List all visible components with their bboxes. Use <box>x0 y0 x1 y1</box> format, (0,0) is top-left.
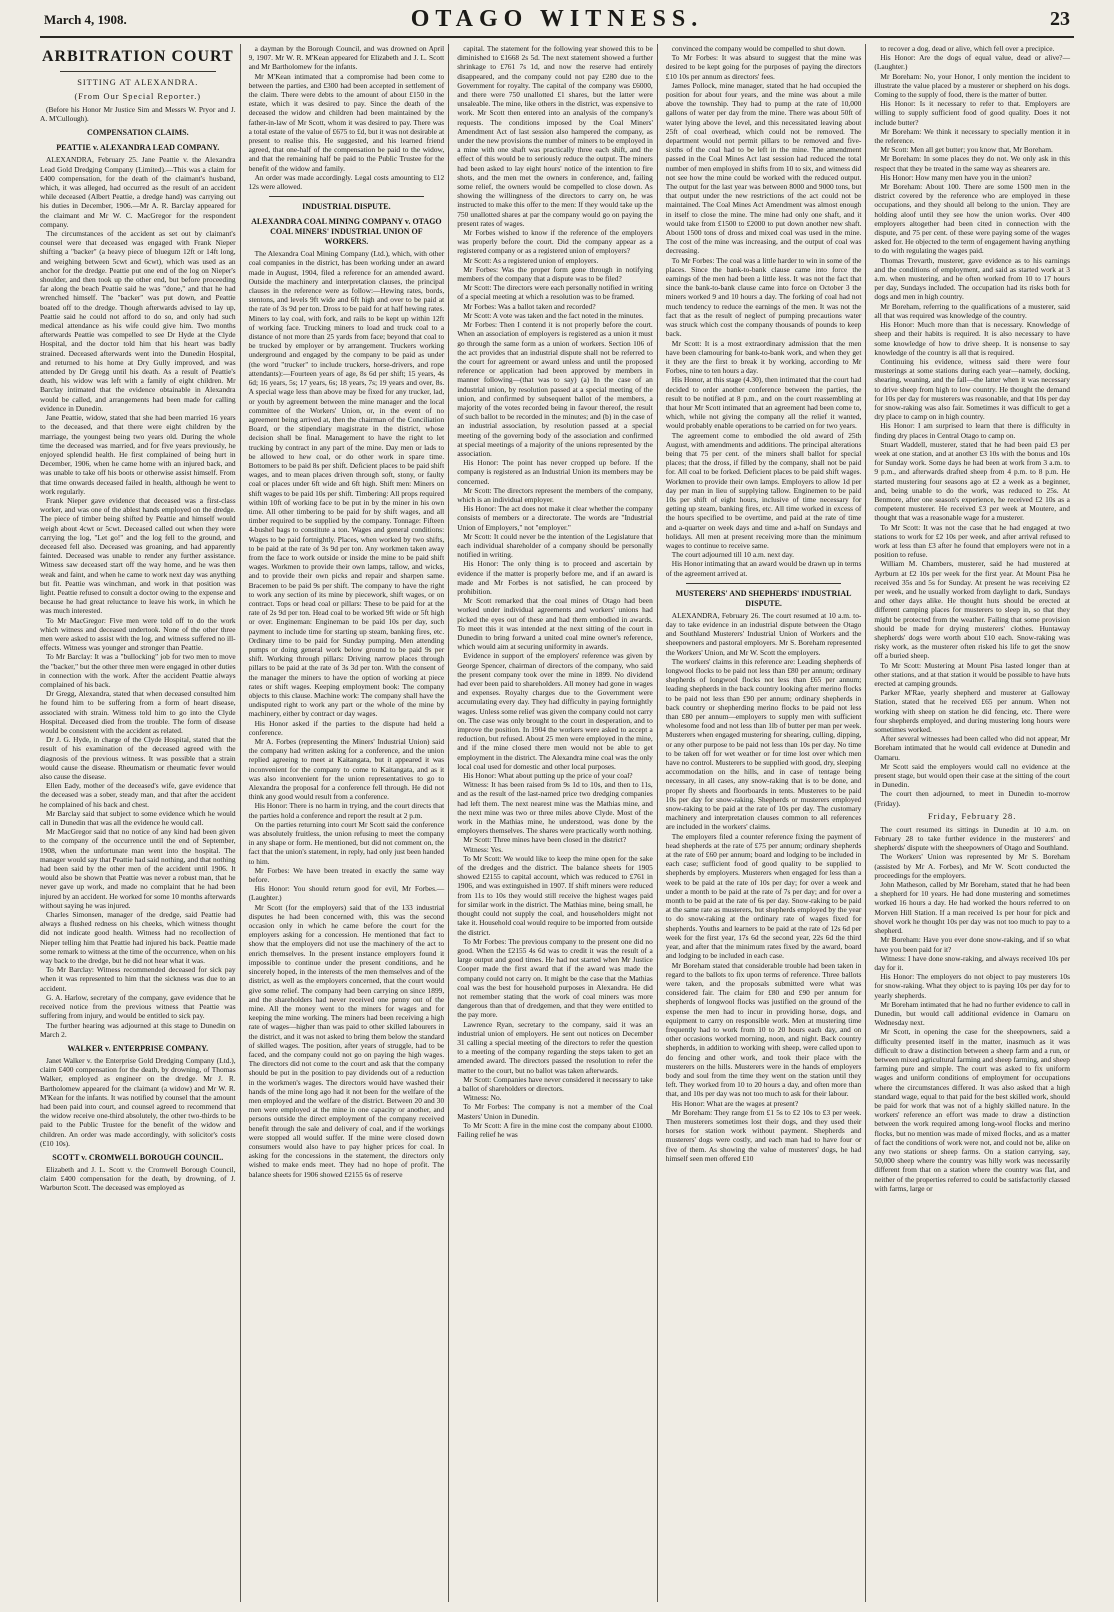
paragraph: His Honor: Much more than that is necessary. Knowledge of sheep and their habits is required. It is also necessary to have some knowledge of how to drive sheep. It is nonsense to say knowledge of the country is all that is required. <box>874 320 1070 357</box>
paragraph: Mr Scott: Men all get butter; you know that, Mr Boreham. <box>880 145 1053 155</box>
paragraph: His Honor intimating that an award would be drawn up in terms of the agreement arrived at. <box>665 559 862 578</box>
paragraph: Mr Boreham, referring to the qualifications of a musterer, said all that was required was knowledge of the country. <box>874 301 1070 320</box>
paragraph: To Mr Barclay: Witness recommended deceased for sick pay when it was represented to him that the sickness was due to an accident. <box>40 965 236 993</box>
paragraph: Mr Barclay said that subject to some evidence which he would call in Dunedin that was all the evidence he would call. <box>40 808 236 828</box>
paragraph: The Workers' Union was represented by Mr S. Boreham (assisted by Mr A. Forbes), and Mr W. Scott conducted the proceedings for the employers. <box>874 852 1070 880</box>
paragraph: James Pollock, mine manager, stated that he had occupied the position for about four years, and the mine was about a mile above the township. They had to pump at the rate of 10,000 gallons of water per day from the mine. There was about 50ft of water lying above the level, and this necessitated leaving about 25ft of coal overhead, which could not be removed. The department would not permit pillars to be removed and five-sixths of the coal had to be left in the mine. The amendment passed in the Coal Mines Act last session had reduced the total number of men employed in shifts from 10 to six, and witness did not see how the mine could be worked with the reduced output. The output for the last year was between 8000 and 9000 tons, but that output under the new restrictions of the act could not be maintained. The Coal Mines Act Amendment was almost enough in itself to close the mine. The mine had only one shaft, and it would take from £1500 to £2000 to put down another new shaft. About 1500 tons of dross and mixed coal was used in the mine. The cost of the mine was increasing, and the output of coal was decreasing. <box>665 80 862 256</box>
paragraph: Mr Forbes wished to know if the reference of the employers was properly before the court. Did the company appear as a registered company or as a registered union of employers? <box>457 228 653 256</box>
paragraph: Mr Boreham: They range from £1 5s to £2 10s to £3 per week. Then musterers sometimes lost their dogs, and they used their horses for station work without payment. Shepherds and musterers' dogs were costly, and each man had to have four or five of them. As showing the value of musterers' dogs, he had himself seen men offered £10 <box>665 1107 862 1163</box>
paragraph: His Honor: Are the dogs of equal value, dead or alive?—(Laughter.) <box>874 53 1070 72</box>
paragraph: The court adjourned till 10 a.m. next day. <box>671 550 795 560</box>
paragraph: His Honor: The point has never cropped up before. If the company is registered as an Industrial Union its members may be concerned. <box>457 458 653 486</box>
paragraph: (Before his Honor Mr Justice Sim and Messrs W. Pryor and J. A. M'Cullough). <box>40 105 236 124</box>
paragraph: The circumstances of the accident as set out by claimant's counsel were that deceased was engaged with Frank Nieper shifting a "backer" (a heavy piece of bluegum 12ft or 14ft long, and weighing between 5cwt and 6cwt), which was used as an anchor for the dredge. Peattie put one end of the log on Nieper's shoulder, and then took up the other end, but before proceeding far along the beach Peattie said he was "done," and that he had wrenched himself. The "backer" was put down, and Peattie boated off to the dredge. Though afterwards advised to lay up, Peattie said he could not afford to do so, and only had such medical attendance as his wife could give him. Two months afterwards Peattie was compelled to see Dr Hyde at the Clyde Hospital, and the doctor told him that his heart was badly strained. Deceased afterwards went into the Dunedin Hospital, and returned to his home at Dry Gully improved, and was attended by Dr Gregg until his death. As a result of Peattie's death, his widow was left with a family of eight children. Mr Barclay intimated that the evidence obtainable in Alexandra would be called, and arrangements had been made for calling evidence in Dunedin. <box>40 229 236 413</box>
paragraph: Evidence in support of the employers' reference was given by George Spencer, chairman of directors of the company, who said the present company took over the mine in 1899. No dividend had ever been paid to shareholders. All money had gone in wages and expenses. Royalty charges due to the Government were accumulating every day. They had difficulty in paying fortnightly wages. Unless some relief was given the company could not carry on. The case was only brought to the court in desperation, and to improve the position. In 1904 the workers were asked to accept a reduction, but refused. About 25 men were employed in the mine, and if the mine closed there men would not be able to get employment in the district. The Alexandra mine coal was the only local coal used for domestic and other local purposes. <box>457 651 653 771</box>
paragraph: The further hearing was adjourned at this stage to Dunedin on March 2. <box>40 1020 236 1039</box>
paragraph: Mr Boreham: About 100. There are some 1500 men in the district covered by the reference who are employed in these occupations, and they should all belong to the union. They are holding aloof until they see how the union works. Over 400 employers altogether had been cited in connection with the dispute, and 75 per cent. of these were paying some of the wages asked for. He objected to the term of engagement having anything to do with regulating the wages paid. <box>874 182 1070 256</box>
paragraph: a dayman by the Borough Council, and was drowned on April 9, 1907. Mr W. R. M'Kean appeared for Elizabeth and J. L. Scott and Mr Bartholomew for the infants. <box>248 44 445 72</box>
issue-date: March 4, 1908. <box>44 12 127 27</box>
paragraph: Mr Scott: As a registered union of employers. <box>463 255 599 265</box>
paragraph: Mr Scott (for the employers) said that of the 133 industrial disputes he had been concerned with, this was the second occasion only in which he came before the court for the employers asking for a concession. He mentioned that fact to show that the employers did not use the machinery of the act to enrich themselves. In the present instance employers found it impossible to continue under the present conditions, and he sincerely hoped, in the interests of the men themselves and of the district, as well as the employers concerned, that the court would give some relief. The company had been carrying on since 1899, and the shareholders had never received one penny out of the mine. All the money went to the miners for wages and for keeping the mine working. The miners had been receiving a high rate of wages—higher than was paid to other skilled labourers in the district, and it was not asked to bring them below the standard of skilled wages. The position, after years of struggle, had to be faced, and the company could not go on paying the high wages. The directors did not come to the court and ask that the company should be put in the position to pay dividends out of a reduction in the workmen's wages. The directors would have washed their hands of the mine long ago had it not been for the welfare of the men employed and the welfare of the district. Between 20 and 30 men were employed at the mine in one capacity or another, and persons outside the direct employment of the company received benefit through the sale and delivery of coal, and if the workings were stopped all would suffer. If the mine were closed down consumers would also have to pay higher prices for coal. In asking for the concessions in the statement, the directors only wished to make ends meet. They had no hope of profit. The balance sheets for 1906 showed £2155 6s of reserve <box>248 902 445 1179</box>
case-title: ALEXANDRA COAL MINING COMPANY v. OTAGO COAL MINERS' INDUSTRIAL UNION OF WORKERS. <box>251 217 442 247</box>
paragraph: Mr Boreham: Have you ever done snow-raking, and if so what have you been paid for it? <box>874 935 1070 954</box>
paragraph: Ellen Eady, mother of the deceased's wife, gave evidence that the deceased was a sober, steady man, and that after the accident he complained of his back and chest. <box>40 781 236 809</box>
paragraph: Dr Gregg, Alexandra, stated that when deceased consulted him he found him to be suffering from a form of heart disease, associated with strain. Witness told him to go into the Clyde Hospital. Deceased died from the trouble. The form of disease would be consistent with the accident as related. <box>40 689 236 735</box>
paragraph: The court resumed its sittings in Dunedin at 10 a.m. on February 28 to take further evidence in the musterers' and shepherds' dispute with the sheepowners of Otago and Southland. <box>874 824 1070 853</box>
paragraph: Mr Scott said the employers would call no evidence at the present stage, but would open their case at the sitting of the court in Dunedin. <box>874 761 1070 790</box>
paragraph: Mr MacGregor said that no notice of any kind had been given to the company of the occurrence until the end of September, 1908, when the unfortunate man went into the hospital. The manager would say that Peattie had said nothing, and that nothing had been said by the other men of the accident until 1906. It would also be shown that Peattie was never a robust man, that he never gave up work, and made no complaint that he had been injured by an accident. He worked for some 10 months afterwards without saying he was injured. <box>40 827 236 910</box>
paragraph: Mr Scott: Three mines have been closed in the district? <box>463 835 627 845</box>
paragraph: to recover a dog, dead or alive, which fell over a precipice. <box>880 44 1055 53</box>
section-title: COMPENSATION CLAIMS. <box>86 128 189 138</box>
case-title: SCOTT v. CROMWELL BOROUGH COUNCIL. <box>52 1152 224 1162</box>
paragraph: Witness: I have done snow-raking, and always received 10s per day for it. <box>874 953 1070 972</box>
paragraph: Mr Boreham: We think it necessary to specially mention it in the reference. <box>874 126 1070 146</box>
paragraph: After several witnesses had been called who did not appear, Mr Boreham intimated that he would call evidence at Dunedin and Oamaru. <box>874 734 1070 762</box>
paragraph: Mr Boreham stated that considerable trouble had been taken in regard to the ballots to fix upon terms of reference. Three ballots were taken, and the proposals submitted were what was considered fair. The claim for £80 and £90 per annum for shepherds of longwool flocks was justified on the ground of the expense the men had to incur in providing horse, dogs, and equipment to carry on responsible work. Men at mustering time frequently had to work from 10 to 20 hours each day, and on other occasions worked morning, noon, and night. Back country shepherds, in addition to working with sheep, were called upon to do fencing and other work, and took their place with the musterers on the hills. Musterers were in the hands of employers body and soul from the time they went on the station until they left. They worked from 10 to 20 hours a day, and often more than that, and 10s per day was not too much to ask for their labour. <box>665 960 862 1099</box>
divider <box>60 71 216 72</box>
paragraph: His Honor: The employers do not object to pay musterers 10s for snow-raking. What they object to is paying 10s per day for to yearly shepherds. <box>874 972 1070 1000</box>
paragraph: The workers' claims in this reference are: Leading shepherds of longwool flocks to be paid not less than £80 per annum; ordinary shepherds of longwool flocks not less than £65 per annum; leading shepherds in the back country looking after merino flocks to be paid not less than £90 per annum; ordinary shepherds in back country or shepherding merino flocks to be paid not less than £80 per annum—employers to supply men with sufficient wholesome food and not less than 1lb of butter per man per week. Musterers when engaged mustering for shearing, culling, dipping, or any other purpose to be paid not less than 10s per day. No time to be taken off for wet weather or for time lost over which men have no control. Musterers to be supplied with good, dry, sleeping accommodation on the hills, and in case of tentage being necessary, in all cases, any snow-raking that is to be done, and proper fly sheets and floorboards in tents. Musterers to be paid 10s per day for snow-raking. Shepherds or musterers employed snow-raking to be paid at the rate of 10s per day. The customary machinery and interpretation clauses common to all references are included in the workers' claims. <box>665 656 862 832</box>
column-1 <box>40 44 241 1602</box>
article-columns <box>40 44 1074 1602</box>
divider <box>269 196 425 197</box>
paragraph: Mr Scott remarked that the coal mines of Otago had been worked under individual agreements and workers' unions had picked the eyes out of these and had them embodied in awards. To meet this it was intended at the next sitting of the court in Dunedin to bring forward a united coal mine owner's reference, which would aim at securing uniformity in awards. <box>457 596 653 652</box>
paragraph: His Honor: The act does not make it clear whether the company consists of members or a directorate. The words are "Industrial Union of Employers," not "employer." <box>457 504 653 532</box>
newspaper-title: OTAGO WITNESS. <box>410 6 704 32</box>
case-title: WALKER v. ENTERPRISE COMPANY. <box>67 1043 209 1053</box>
paragraph: His Honor: What are the wages at present? <box>671 1098 799 1108</box>
paragraph: Mr Scott, in opening the case for the sheepowners, said a difficulty presented itself in the matter, inasmuch as it was difficult to draw a distinction between a sheep farm and a run, or between mixed agricultural farming and sheep farming, and sheep farming pure and simple. The court was asked to fix uniform wages and uniform conditions of employment for occupations where the circumstances differed. It was also asked that a high standard wage, equal to that paid for the best skilled work, should be paid for work that was not of a highly skilled nature. In the workers' reference an effort was made to draw a distinction between the work required among long-wool flocks and merino flocks, but no mention was made of mixed flocks, and as a matter of fact the conditions of work were not, and could not be, alike on any two stations or sheep farms. On a station carrying, say, 50,000 sheep where the country was hilly work was necessarily different from that on a station where the country was flat, and neither of the properties referred to could be satisfactorily classed with farms, large or <box>874 1027 1070 1193</box>
paragraph: To Mr Forbes: The previous company to the present one did no good. When the £2155 4s 6d was to credit it was the result of a large output and good times. He had not started when Mr Justice Cooper made the first award that if the award was made the company could not carry on. It might be the case that the Mathias coal was the best for household purposes in Alexandra. He did not remember stating that the work of coal miners was more dangerous than that of dredgemen, and that they were entitled to the pay more. <box>457 936 653 1020</box>
paragraph: His Honor: You should return good for evil, Mr Forbes.—(Laughter.) <box>248 884 445 903</box>
paragraph: Mr Scott: A vote was taken and the fact noted in the minutes. <box>463 310 644 320</box>
paragraph: To Mr Scott: Mustering at Mount Pisa lasted longer than at other stations, and at that station it would be possible to have huts erected at camping grounds. <box>874 660 1070 689</box>
paragraph: Jane Peattie, widow, stated that she had been married 16 years to the deceased, and that there were eight children by the marriage, the youngest being two years old. During the whole time the deceased was married, and for five years previously, he enjoyed splendid health. He first complained of being hurt in December, 1906, when he came home with an injured back, and was unable to take off his boots or otherwise assist himself. From that time onwards deceased failed in health, although he went to work regularly. <box>40 413 236 496</box>
column-2 <box>249 44 450 1602</box>
paragraph: Mr Scott: It is a most extraordinary admission that the men have been clamouring for bank-to-bank work, and when they get it they are the first to break it by working, according to Mr Forbes, nine to ten hours a day. <box>665 338 862 376</box>
column-4 <box>666 44 867 1602</box>
paragraph: Mr Scott: It could never be the intention of the Legislature that each individual shareholder of a company should be personally notified in writing. <box>457 531 653 560</box>
paragraph: His Honor: What about putting up the price of your coal? <box>463 771 633 781</box>
paragraph: An order was made accordingly. Legal costs amounting to £12 12s were allowed. <box>248 172 445 192</box>
paragraph: Lawrence Ryan, secretary to the company, said it was an industrial union of employers. He sent out notices on December 31 calling a special meeting of the directors to refer the question to a meeting of the company regarding the steps taken to get an amended award. The directors passed the resolution to refer the matter to the court, but no ballot was taken afterwards. <box>457 1019 653 1075</box>
paragraph: His Honor: The only thing is to proceed and ascertain by evidence if the matter is properly before me, and if an award is made and Mr Forbes is not satisfied, he can proceed by prohibition. <box>457 559 653 596</box>
paragraph: Mr Forbes: Then I contend it is not properly before the court. When an association of employers is registered as a union it must go through the same form as a union of workers. Section 106 of the act provides that an industrial dispute shall not be referred to the court for agreement or award unless and until the proposed reference or application had been approved by members in manner following—(that was to say) (a) In the case of an industrial union, by resolution passed at a special meeting of the union, and confirmed by subsequent ballot of the members, a majority of the votes recorded being in favour thereof, the result of such ballot to be recorded in the minutes; and (b) in the case of an industrial association, by resolution passed at a special meeting of the governing body of the association and confirmed at special meetings of a majority of the unions represented by the association. <box>457 320 653 458</box>
paragraph: His Honor: I am surprised to learn that there is difficulty in finding dry places in Central Otago to camp on. <box>874 421 1070 440</box>
section-title: INDUSTRIAL DISPUTE. <box>302 202 391 212</box>
paragraph: ALEXANDRA, February 25. Jane Peattie v. the Alexandra Lead Gold Dredging Company (Limited).—This was a claim for £400 compensation, for the death of the claimant's husband, which, it was alleged, had occurred as the result of an accident while deceased (Albert Peattie, a dredge hand) was carrying out his duties in December, 1906.—Mr A. R. Barclay appeared for the claimant and Mr W. C. MacGregor for the respondent company. <box>40 155 236 229</box>
paragraph: To Mr Barclay: It was a "bullocking" job for two men to move the "backer," but the other three men were engaged in other duties in connection with the work. After the accident Peattie always complained of his back. <box>40 652 236 689</box>
paragraph: To Mr Forbes: The coal was a little harder to win in some of the places. Since the bank-to-bank clause came into force the earnings of the men had been a little less. It was not the fact that since the bank-to-bank clause came into force on October 3 the miners worked 9 and 10 hours a day. The forking of coal had not much tendency to reduce the earnings of the men. It was not the fact that as the result of neglect of pumping precautions water was struck which cost the company thousands of pounds to keep back. <box>665 255 862 339</box>
paragraph: Witness: Yes. <box>463 844 503 854</box>
paragraph: Stuart Waddell, musterer, stated that he had been paid £3 per week at one station, and at another £3 10s with the bonus and 10s for Sunday work. Some days he had been at work from 3 a.m. to 9 p.m., and afterwards drafted sheep from 4 p.m. to 8 p.m. He started mustering four seasons ago at £2 a week as a beginner, and, being unable to do the work, was reduced to 25s. At Benmore, after one season's experience, he received £2 10s as a competent musterer. He received £3 per week at Moutere, and thought that was a reasonable wage for a musterer. <box>874 439 1070 523</box>
paragraph: To Mr Forbes: It was absurd to suggest that the mine was desired to be kept going for the purposes of paying the directors £10 10s per annum as directors' fees. <box>665 53 862 81</box>
paragraph: The Alexandra Coal Mining Company (Ltd.), which, with other coal companies in the district, has been working under an award made in August, 1904, filed a reference for an amended award. Outside the machinery and interpretation clauses, the principal clauses in the reference were as follow:—Hewing rates, bords, stentons, and levels 9ft wide and 6ft high and over to be paid at the rate of 3s 9d per ton. Dross to be paid for at half hewing rates. Miners to lay coal, with fork, and rails to be kept up within 12ft of working face. Trucking miners to load and truck coal to a distance of not more than 25 yards from face; beyond that coal to be trucked by employer or by arrangement. Truckers working underground and engaged by the company to be paid as under (the word "trucker" to include truckers, horse-drivers, and rope attendants):—Fourteen years of age, 8s 6d per shift; 15 years, 4s 6d; 16 years, 5s; 17 years, 6s; 18 years, 7s; 19 years and over, 8s. A special wage less than above may be fixed for any trucker, lad, or youth by agreement between the mine manager and the local committee of the Workers' Union, or, in the event of no agreement being arrived at, then the chairman of the Conciliation Board, or the stipendiary magistrate in the district, whose decision shall be final. Management to have the right to let trucking by contract in any part of the mine. Day men or lads to be allowed to hew coal, or do other work in spare time. Bottomers to be paid 8s per shift. Deficient places to be paid shift wages, and to mean places driven through soft, stony, or faulty coal or places under 6ft wide and 6ft high. Shift men: Miners on shift wages to be paid 10s per shift. Timbering: All props required within 10ft of working face to be put in by the miner in his own time. All other timbering to be paid for by shift wages, and all timber required to be supplied by the company. Tonnage: Fifteen 4-bushel bags to constitute a ton. Wages and general conditions: Wages to be paid fortnightly. Places, when worked by two shifts, to be paid at the rate of 3s 9d per ton. Any workmen taken away from the face to work outside or inside the mine to be paid shift wages. Workmen to provide their own lamps, tallow, and wicks, and to provide their own picks and repair and sharpen same. Bracemen to be paid 9s per shift. The company to have the right to work any section of its mine by piecework, shift wages, or on contract. Tops or head coal or pillars: These to be paid for at the rate of 2s 9d per ton. Head coal to be worked 9ft wide or 5ft high or over. Engineman: Engineman to be paid 10s per day, such payment to include time for starting up steam, banking fires, etc. Ordinary time to be paid for Sunday pumping. Men attending pumps or doing general work below ground to be paid 9s per shift. Working through pillars: Driving narrow places through pillars to be paid at the rate of 3s 3d per ton. With the consent of the manager the miners to have the option of working at piece rates or shift wages. Keeping employment book: The company objects to this clause. Machine work: The company shall have the undisputed right to work any part or the whole of the mine by machinery, either by contract or day wages. <box>248 249 445 719</box>
paragraph: Mr A. Forbes (representing the Miners' Industrial Union) said the company had written asking for a conference, and the union replied agreeing to meet at Kaitangata, but it appeared it was inconvenient for the company to come to Kaitangata, and as it was also inconvenient for the union representatives to go to Alexandra the proposal for a conference fell through. He did not think any good would result from a conference. <box>248 737 445 802</box>
paragraph: His Honor, at this stage (4.30), then intimated that the court had decided to order another conference between the parties, the result to be notified at 8 p.m., and on the court reassembling at that hour Mr Scott intimated that an agreement had been come to, which, while not giving the company all the relief it wanted, would probably enable operations to be carried on for two years. <box>665 375 862 431</box>
paragraph: To Mr Scott: A fire in the mine cost the company about £1000. Failing relief he was <box>457 1120 653 1139</box>
case-title: PEATTIE v. ALEXANDRA LEAD COMPANY. <box>56 143 220 153</box>
paragraph: On the parties returning into court Mr Scott said the conference was absolutely fruitless, the union refusing to meet the company in any shape or form. He mentioned, but did not comment on, the fact that the union's statement, in reply, had only just been handed to him. <box>248 819 445 866</box>
paragraph: His Honor: There is no harm in trying, and the court directs that the parties hold a conference and report the result at 2 p.m. <box>248 801 445 820</box>
paragraph: capital. The statement for the following year showed this to be diminished to £1668 2s 5d. The next statement showed a further shrinkage to £761 7s 1d, and now the reserve had entirely disappeared, and the company could not pay £280 due to the Government for royalty. The capital of the company was £6000, and there were 750 unallotted £1 shares, but the latter were unsaleable. The mine, like others in the district, was expensive to work. Mr Scott then entered into an analysis of the company's requests. The conditions imposed by the Coal Miners' Amendment Act of last session also hampered the company, as under the new provisions the number of miners to be employed in a mine with one shaft was practically three each shift, and the effect of this would be to seriously reduce the output. The miners had been asked to lay eight hours' notice of the intention to fire shots, and the men met the owners in conference, and, failing some relief, the owners would be compelled to close down. As showing the willingness of the directors to carry on, he was instructed to make this offer to the men: If they would take up the 750 unallotted shares at par the company would go on paying the present rates of wages. <box>457 44 653 228</box>
paragraph: Witness: No. <box>463 1093 502 1103</box>
dateline: Friday, February 28. <box>928 811 1017 821</box>
paragraph: Mr Boreham: In some places they do not. We only ask in this respect that they be treated in the same way as shearers are. <box>874 154 1070 173</box>
paragraph: His Honor asked if the parties to the dispute had held a conference. <box>248 718 445 737</box>
paragraph: convinced the company would be compelled to shut down. <box>671 44 846 53</box>
paragraph: Mr Forbes: Was the proper form gone through in notifying members of the company that a dispute was to be filed? <box>457 264 653 284</box>
paragraph: Frank Nieper gave evidence that deceased was a first-class worker, and was one of the ablest hands employed on the dredge. The piece of timber being shifted by Peattie and himself would weigh about 4cwt or 5cwt. Deceased called out when they were carrying the log, "Let go!" and the log fell to the ground, and deceased fell also. Deceased was groaning, and had apparently fainted. Deceased was unable to render any further assistance. Witness saw deceased start off the way home, and he was then weak and faint, and when he came to work next day was anything but fit. Peattie was winchman, and work in that position was light. Peattie refused to consult a doctor owing to the expense and because he had great reluctance to leave his work, in which he was much interested. <box>40 495 236 616</box>
paragraph: Charles Simonsen, manager of the dredge, said Peattie had always a flushed redness on his cheeks, which witness thought did not indicate good health. Witness had no recollection of Nieper telling him that Peattie had injured his back. Peattie made some remark to witness at the time of the occurrence, when on his way back to the dredge, but he did not hear what it was. <box>40 910 236 966</box>
section-title: MUSTERERS' AND SHEPHERDS' INDUSTRIAL DISPUTE. <box>675 588 852 608</box>
paragraph: John Matheson, called by Mr Boreham, stated that he had been a shepherd for 10 years. He had done mustering and sometimes worked 16 hours a day. He had worked the hours referred to on Morven Hill Station. If a man received 1s per hour for pick and shovel work he thought 10s per day was not too much to pay to a shepherd. <box>874 880 1070 936</box>
paragraph: Dr J. G. Hyde, in charge of the Clyde Hospital, stated that the result of his examination of the deceased agreed with the diagnosis of the previous witness. It was possible that a strain would cause the disease. Rheumatism or rheumatic fever would also cause the disease. <box>40 735 236 782</box>
paragraph: To Mr Scott: We would like to keep the mine open for the sake of the dredges and the district. The balance sheets for 1905 showed £2155 to capital account, which was reduced to £761 in 1906, and was extinguished in 1907. If shift miners were reduced from 11s to 10s they would still receive the highest wages paid for similar work in the district. The Mathias mine, being small, he thought could not supply the coal, and householders might not take it. Household coal would require to be imported from outside the district. <box>457 853 653 937</box>
paragraph: G. A. Harlow, secretary of the company, gave evidence that he received notice from the previous witness that Peattie was suffering from injury, and would be entitled to sick pay. <box>40 992 236 1021</box>
paragraph: Continuing his evidence, witness said there were four musterings at some stations during each year—namely, docking, shearing, weaning, and the fall—the latter when it was necessary to drive sheep from high to low country. He thought the demand for 10s per day for musterers was reasonable, and that 10s per day for snow-raking was also fair. Sometimes it was difficult to get a dry place to camp on in high country. <box>874 356 1070 422</box>
paragraph: To Mr MacGregor: Five men were told off to do the work which witness and deceased undertook. None of the other three men were asked to assist with the log, and witness suffered no ill-effects. Witness was younger and stronger than Peattie. <box>40 615 236 653</box>
paragraph: Mr Scott: The directors were each personally notified in writing of a special meeting at which a resolution was to be framed. <box>457 283 653 302</box>
column-5 <box>874 44 1074 1602</box>
paragraph: Parker M'Rae, yearly shepherd and musterer at Galloway Station, stated that he received £65 per annum. When not working with sheep on station he did fencing, etc. There were four shepherds employed, and during mustering long hours were sometimes worked. <box>874 688 1070 735</box>
paragraph: Elizabeth and J. L. Scott v. the Cromwell Borough Council, claim £400 compensation for the death, by drowning, of J. Warburton Scott. The deceased was employed as <box>40 1164 236 1193</box>
paragraph: Mr Scott: Companies have never considered it necessary to take a ballot of shareholders or directors. <box>457 1074 653 1093</box>
paragraph: The court then adjourned, to meet in Dunedin to-morrow (Friday). <box>874 789 1070 808</box>
paragraph: ALEXANDRA, February 26. The court resumed at 10 a.m. to-day to take evidence in an industrial dispute between the Otago and Southland Musterers' Industrial Union of Workers and the sheepowners and pastoral employers. Mr S. Boreham represented the Workers' Union, and Mr W. Scott the employers. <box>665 610 862 657</box>
divider <box>686 583 842 584</box>
paragraph: To Mr Scott: It was not the case that he had engaged at two stations to work for £2 10s per week, and after arrival refused to work at less than £3 after he found that employers were not in a position to refuse. <box>874 522 1070 560</box>
column-3 <box>457 44 658 1602</box>
paragraph: Mr Forbes: Was a ballot taken and recorded? <box>463 301 596 311</box>
paragraph: Witness: It has been raised from 9s 1d to 10s, and then to 11s, and as the result of the last-named price two dredging companies had left them. The next nearest mine was the Mathias mine, and the next mine was two or three miles above Clyde. Most of the work in the Mathias mine, he understood, was done by the employers themselves. The shares were practically worth nothing. <box>457 780 653 836</box>
page-number: 23 <box>1050 8 1070 30</box>
paragraph: His Honor: Is it necessary to refer to that. Employers are willing to supply sufficient food of good quality. Does it not include butter? <box>874 99 1070 127</box>
subheading: SITTING AT ALEXANDRA. <box>77 78 199 87</box>
paragraph: Mr Scott: The directors represent the members of the company, which is an individual employer. <box>457 485 653 504</box>
byline: (From Our Special Reporter.) <box>74 92 202 101</box>
paragraph: The employers filed a counter reference fixing the payment of head shepherds at the rate of £75 per annum; ordinary shepherds at the rate of £60 per annum; board and lodging to be included in each case; sufficient food of good quality to be supplied to shepherds by employers. Musterers when engaged for less than a week to be paid at the rate of 10s per day; for over a week and under a month to be paid at the rate of 7s per day; and for over a month to be paid at the rate of 6s per day. Snow-raking to be paid at the same rate as musterers, but shepherds employed by the year to do snow-raking at the ordinary rate of wages fixed for shepherds. Youths and learners to be paid at the rate of 12s 6d per week for the first year, 17s 6d the second year, 22s 6d the third year, and after that the minimum rates fixed by the award, board and lodging to be included in each case. <box>665 831 862 961</box>
paragraph: Mr Boreham: No, your Honor, I only mention the incident to illustrate the value placed by a musterer or shepherd on his dogs. Coming to the supply of food, there is the matter of butter. <box>874 71 1070 100</box>
paragraph: To Mr Forbes: The company is not a member of the Coal Masters' Union in Dunedin. <box>457 1102 653 1121</box>
section-heading: ARBITRATION COURT <box>41 48 234 65</box>
paragraph: His Honor: How many men have you in the union? <box>880 172 1032 182</box>
paragraph: Mr Forbes: We have been treated in exactly the same way before. <box>248 865 445 885</box>
paragraph: Thomas Trevarth, musterer, gave evidence as to his earnings and the conditions of employment, and said as started work at 3 a.m. when mustering, and he often worked from 10 to 17 hours per day, Sundays included. The occupation had its risks both for dogs and men in high country. <box>874 255 1070 302</box>
masthead <box>40 4 1074 38</box>
paragraph: Mr M'Kean intimated that a compromise had been come to between the parties, and £300 had been accepted in settlement of the claim. There were debts to the amount of about £150 in the estate, which it was desired to pay. Since the death of the deceased the widow and children had been maintained by the father-in-law of Mr Scott, whom it was desired to pay. There was a total estate of the value of £675 to £d, but it was not desirable at present to realise this. He suggested, and his learned friend agreed, that one-half of the compensation be paid to the widow, and that the remaining half be paid to the Public Trustee for the benefit of the widow and family. <box>248 71 445 173</box>
paragraph: Janet Walker v. the Enterprise Gold Dredging Company (Ltd.), claim £400 compensation for the death, by drowning, of Thomas Walker, employed as engineer on the dredge. Mr J. R. Bartholomew appeared for the claimant (a widow) and Mr W. R. M'Kean for the infants. It was notified by counsel that the amount had been paid into court, and counsel agreed to recommend that the widow receive one-third absolutely, the other two-thirds to be paid to the Public Trustee for the benefit of the widow and children. An order was made accordingly, with solicitor's costs (£10 10s). <box>40 1055 236 1148</box>
paragraph: The agreement come to embodied the old award of 25th August, with amendments and additions. The principal alterations being that 75 per cent. of the miners shall ballot for special places; that the dross, if filled by the company, shall not be paid for. All coal to be forked. Deficient places to be paid shift wages. Workmen to provide their own lamps. Employers to allow 1d per day per man in lieu of supplying tallow. Enginemen to be paid 10s per shift of eight hours, inclusive of time necessary for getting up steam, banking fires, etc. All time worked in excess of the hours specified to be overtime, and paid at the rate of time and a-quarter on week days and time and a-half on Sundays and holidays. All men at present receiving more than the minimum wages to continue to receive same. <box>665 430 862 550</box>
paragraph: William M. Chambers, musterer, said he had mustered at Ayrburn at £2 10s per week for the first year. At Mount Pisa he received 35s and 5s for Sunday. At present he was receiving £2 per week, and he usually worked from daylight to dark, Sundays and other days alike. He thought huts should be erected at different camping places for musterers to sleep in, so that they might be protected from the weather. Failing that some provision should be made for drying musterers' clothes. Huntaway shepherds' dogs were worth about £10 each. Snow-raking was risky work, as the musterer often risked his life to get the snow off a buried sheep. <box>874 559 1070 661</box>
paragraph: Mr Boreham intimated that he had no further evidence to call in Dunedin, but would call additional evidence in Oamaru on Wednesday next. <box>874 999 1070 1028</box>
